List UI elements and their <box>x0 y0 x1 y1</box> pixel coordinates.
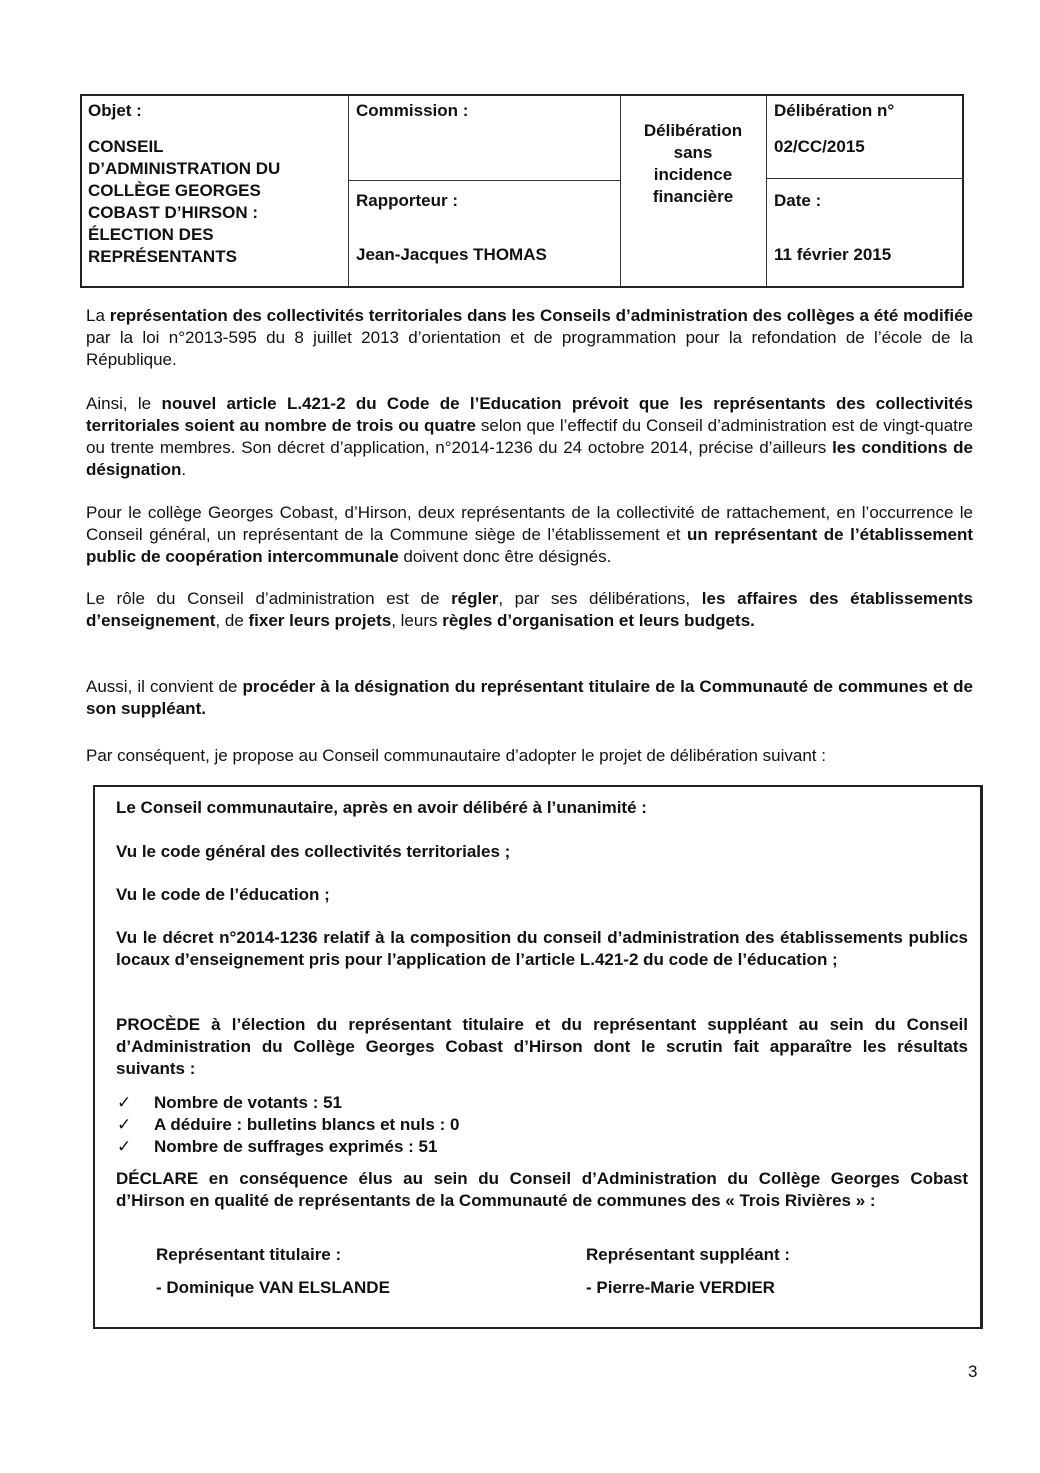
objet-label: Objet : <box>88 101 142 120</box>
text-run: Pour le collège Georges Cobast, d’Hirson, deux représentants de la collectivité de rattachement, en l’occurrence le Conseil général, un représentant de la Commune siège de l’établissement et <box>86 503 973 544</box>
text-run: . <box>181 460 187 479</box>
table-divider <box>620 96 621 286</box>
text-run: , leurs <box>391 611 443 630</box>
objet-line: D’ADMINISTRATION DU <box>88 159 281 178</box>
objet-line: ÉLECTION DES <box>88 225 214 244</box>
financial-impact-line: incidence <box>653 165 733 184</box>
deliberation-vu-cgct: Vu le code général des collectivités territoriales ; <box>116 842 511 861</box>
vote-results-list <box>117 1092 459 1158</box>
bold-text-run: un représentant de l’établissement public de coopération intercommunale <box>86 525 973 566</box>
deliberation-number-label: Délibération n° <box>774 101 895 120</box>
table-divider <box>348 96 349 286</box>
bold-text-run: procéder à la désignation du représentant titulaire de la Communauté de communes et de son suppléant. <box>86 677 974 718</box>
date-label: Date : <box>774 191 822 210</box>
text-run: , de <box>215 611 249 630</box>
paragraph-representation <box>86 305 973 371</box>
text-run: Par conséquent, je propose au Conseil communautaire d’adopter le projet de délibération suivant : <box>86 746 826 765</box>
text-run: Aussi, il convient de <box>86 677 243 696</box>
titulaire-name: - Dominique VAN ELSLANDE <box>156 1278 390 1297</box>
titulaire-label: Représentant titulaire : <box>156 1245 342 1264</box>
paragraph-role <box>86 588 973 632</box>
deliberation-box <box>93 785 983 1329</box>
suppleant-name: - Pierre-Marie VERDIER <box>586 1278 775 1297</box>
rapporteur-label: Rapporteur : <box>356 191 458 210</box>
list-item <box>117 1136 459 1158</box>
text-run: Le rôle du Conseil d’administration est de <box>86 589 452 608</box>
text-run: , par ses délibérations, <box>498 589 702 608</box>
deliberation-declare: DÉCLARE en conséquence élus au sein du Conseil d’Administration du Collège Georges Cobast d’Hirson en qualité de représentants de la Communauté de communes des « Trois Rivières » : <box>116 1169 968 1210</box>
header-table <box>80 94 964 288</box>
table-divider <box>766 178 964 179</box>
table-divider <box>348 180 620 181</box>
vote-result-text: Nombre de suffrages exprimés : 51 <box>154 1137 438 1156</box>
checkmark-icon: ✓ <box>117 1115 132 1134</box>
financial-impact-note <box>622 120 764 208</box>
objet-line: COBAST D’HIRSON : <box>88 203 258 222</box>
objet-line: COLLÈGE GEORGES <box>88 181 261 200</box>
deliberation-procede: PROCÈDE à l’élection du représentant titulaire et du représentant suppléant au sein du Conseil d’Administration du Collège Georges Cobast d’Hirson dont le scrutin fait apparaître les résultats suivants : <box>116 1015 968 1078</box>
suppleant-label: Représentant suppléant : <box>586 1245 791 1264</box>
objet-text <box>88 136 338 268</box>
deliberation-number: 02/CC/2015 <box>774 137 865 156</box>
checkmark-icon: ✓ <box>117 1093 132 1112</box>
vote-result-text: Nombre de votants : 51 <box>154 1093 342 1112</box>
bold-text-run: nouvel article L.421-2 du Code de l’Education prévoit que les représentants des collectivités territoriales soient au nombre de trois ou quatre <box>86 394 973 435</box>
vote-result-text: A déduire : bulletins blancs et nuls : 0 <box>154 1115 460 1134</box>
page-number: 3 <box>968 1362 978 1381</box>
financial-impact-line: financière <box>652 187 734 206</box>
financial-impact-line: Délibération <box>643 121 743 140</box>
text-run: Ainsi, le <box>86 394 162 413</box>
checkmark-icon: ✓ <box>117 1137 132 1156</box>
objet-line: REPRÉSENTANTS <box>88 247 237 266</box>
text-run: doivent donc être désignés. <box>398 547 612 566</box>
paragraph-proposal <box>86 745 973 767</box>
table-divider <box>766 96 767 286</box>
list-item <box>117 1092 459 1114</box>
text-run: La <box>86 306 110 325</box>
deliberation-vu-code-education: Vu le code de l’éducation ; <box>116 885 330 904</box>
bold-text-run: représentation des collectivités territoriales dans les Conseils d’administration des collèges a été modifiée <box>109 306 973 325</box>
date-value: 11 février 2015 <box>774 245 892 264</box>
bold-text-run: les conditions de désignation <box>86 438 973 479</box>
deliberation-vu-decret: Vu le décret n°2014-1236 relatif à la composition du conseil d’administration des établissements publics locaux d’enseignement pris pour l’application de l’article L.421-2 du code de l’éducation ; <box>116 928 968 969</box>
bold-text-run: fixer leurs projets <box>248 611 392 630</box>
bold-text-run: régler <box>451 589 499 608</box>
paragraph-college <box>86 502 973 568</box>
commission-label: Commission : <box>356 101 469 120</box>
deliberation-intro: Le Conseil communautaire, après en avoir délibéré à l’unanimité : <box>116 798 647 817</box>
bold-text-run: les affaires des établissements d’enseignement <box>86 589 973 630</box>
list-item <box>117 1114 459 1136</box>
bold-text-run: règles d’organisation et leurs budgets. <box>442 611 755 630</box>
objet-line: CONSEIL <box>88 137 164 156</box>
financial-impact-line: sans <box>673 143 713 162</box>
text-run: par la loi n°2013-595 du 8 juillet 2013 d’orientation et de programmation pour la refondation de l’école de la République. <box>86 328 973 369</box>
paragraph-article <box>86 393 973 481</box>
paragraph-procedure <box>86 676 973 720</box>
rapporteur-name: Jean-Jacques THOMAS <box>356 245 547 264</box>
text-run: selon que l’effectif du Conseil d’administration est de vingt-quatre ou trente membres. Son décret d’application, n°2014-1236 du 24 octobre 2014, précise d’ailleurs <box>86 416 974 457</box>
